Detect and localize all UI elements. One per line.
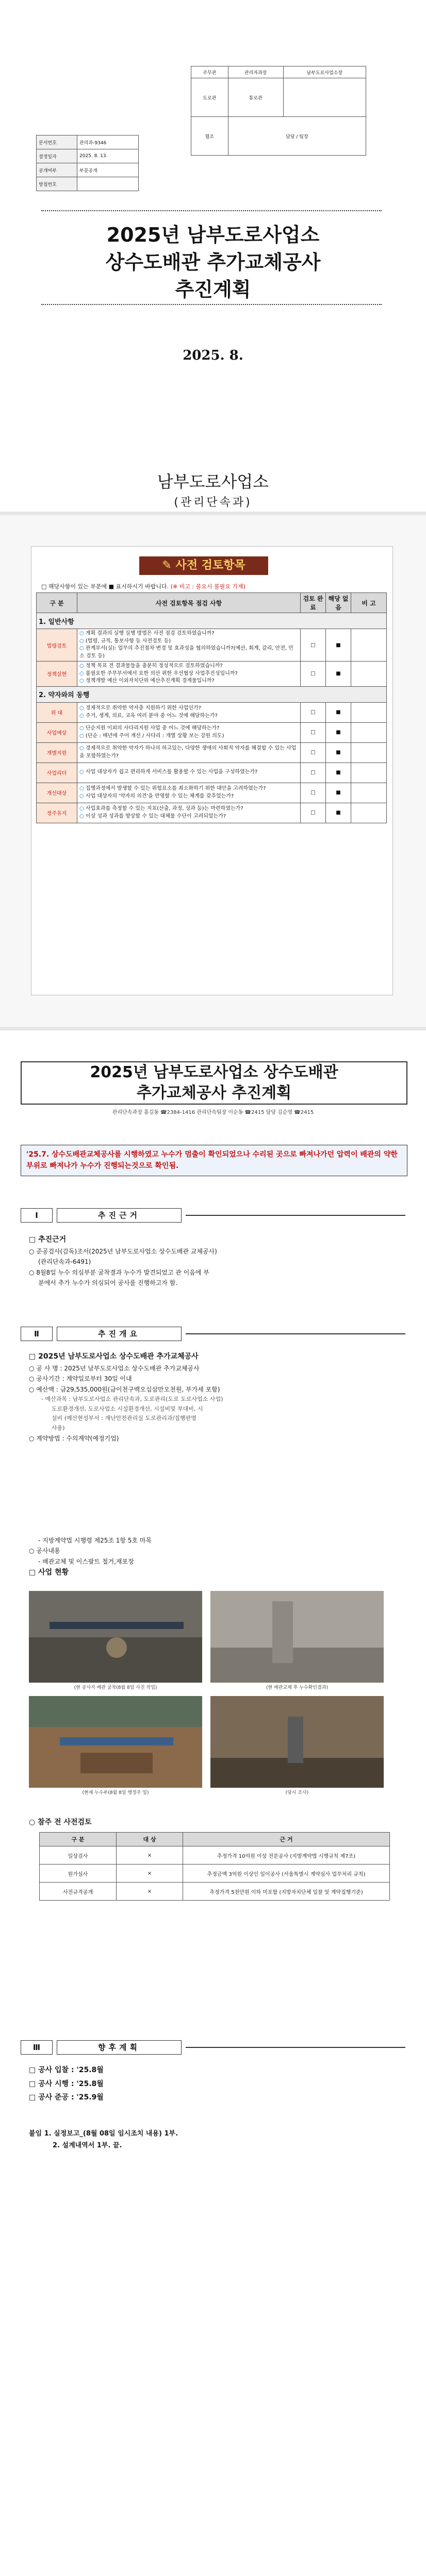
row-item: ○ 경제적으로 취약한 약자가 하나의 하고있는, 다양한 생애의 사회적 약자를 해결할 수 있는 사업을 포함하였는가?	[79, 745, 298, 760]
row-item: ○ 계획 결과의 실행 실행 방법은 사전 점검 검토하였습니까?	[79, 630, 298, 638]
table-cell: 원가심사	[40, 1865, 117, 1883]
doc-info-value: 관리과-9346	[77, 135, 139, 149]
doc-info-value: 부분공개	[77, 163, 139, 177]
photo-caption: (현 공사지 배관 굴착(8월 8일 사진 작업)	[74, 1685, 157, 1690]
cover-title-2: 상수도배관 추가교체공사	[105, 251, 321, 274]
checklist-title: 사전 검토항목	[175, 559, 245, 572]
approval-cell: 도로관	[191, 78, 228, 117]
row-item: ○ 사업 대상자의 '약자의 의견'을 반영할 수 있는 체계를 갖추었는가?	[79, 793, 298, 801]
standard-heading: ○ 참주 전 사전검토	[29, 1818, 92, 1826]
row-items	[77, 742, 301, 762]
row-items	[77, 762, 301, 783]
table-cell: ×	[117, 1865, 183, 1883]
row-items	[77, 783, 301, 803]
note-cell	[351, 662, 387, 687]
review-checkbox[interactable]: □	[301, 702, 326, 722]
review-checkbox[interactable]: □	[301, 722, 326, 742]
doc-info-value: 2025. 8. 13.	[77, 149, 139, 163]
overview-block	[29, 1351, 223, 1444]
review-checkbox[interactable]: □	[301, 783, 326, 803]
photo-3	[29, 1696, 202, 1788]
table-cell: ×	[117, 1883, 183, 1901]
row-category: 위 대	[37, 702, 77, 722]
overview-line: - 지방계약법 시행령 제25조 1항 5호 마목	[38, 1537, 152, 1544]
table-cell: 사전규격공개	[40, 1883, 117, 1901]
doc-info-value	[77, 177, 139, 191]
table-row	[40, 1865, 390, 1883]
row-items	[77, 722, 301, 742]
cover-date: 2025. 8.	[183, 348, 243, 363]
row-item: ○ (단순 : 매년에 주어 개선 / 사다리 : 개별 상황 보는 강원 의도)	[79, 733, 298, 740]
basis-line: 분에서 추가 누수가 의심되어 공사를 진행하고자 함.	[38, 1279, 178, 1286]
row-items	[77, 803, 301, 823]
note-cell	[351, 783, 387, 803]
schedule-list	[29, 2063, 104, 2105]
table-row	[40, 1846, 390, 1865]
overview-note: - 예산과목 : 남부도로사업소 관리단속과, 도로관리(도로 도로사업소 사업)	[41, 1395, 223, 1402]
row-item: ○ 사업 대상자가 쉽고 편리하게 서비스를 활용할 수 있는 사업을 구성하였는가?	[79, 769, 298, 776]
doc-info-key: 결정일자	[37, 149, 77, 163]
section-title: 2. 약자와의 동행	[37, 686, 387, 702]
basis-line: (관리단속과-6491)	[38, 1258, 91, 1266]
row-category: 개선대상	[37, 783, 77, 803]
section-rule	[186, 1215, 405, 1216]
table-cell: 추정가격 5천만원 이하 미포함 (지방자치단체 입찰 및 계약집행기준)	[183, 1883, 390, 1901]
col-header: 구 분	[37, 593, 77, 613]
photo-heading: □ 사업 현황	[29, 1568, 69, 1577]
plan-banner	[21, 1061, 407, 1105]
basis-heading: □ 추진근거	[29, 1235, 67, 1244]
appendix-line: 붙임 1. 실정보고_(8월 08일 임시조치 내용) 1부.	[29, 2130, 178, 2138]
approval-label: 팀장	[299, 134, 308, 140]
row-category: 법령검토	[37, 629, 77, 662]
cover-page	[0, 0, 426, 515]
row-item: ○ 정책개발 예산 이외자치단위 예산추진계획 경계물입니까?	[79, 677, 298, 685]
note-cell	[351, 722, 387, 742]
table-row	[40, 1883, 390, 1901]
review-checkbox[interactable]: □	[301, 629, 326, 662]
basis-line: ○ 8월8일 누수 의심부분 굴착결과 누수가 발견되었고 관 이음에 부	[29, 1268, 209, 1276]
cover-org: 남부도로사업소	[157, 472, 269, 492]
col-header: 대 상	[117, 1833, 183, 1846]
approval-cell: 남부도로사업소장	[283, 66, 366, 78]
photo-card	[210, 1591, 384, 1691]
table-cell: 일상검사	[40, 1846, 117, 1865]
note-cell	[351, 742, 387, 762]
na-checkbox[interactable]: ■	[326, 722, 351, 742]
cover-title-1: 2025년 남부도로사업소	[106, 224, 320, 246]
photo-card	[29, 1696, 202, 1796]
row-item: ○ 이상 성과 성과를 향상할 수 있는 대체물 수단이 고려되었는가?	[79, 813, 298, 821]
row-item: ○ 주거, 생계, 의료, 교육 여러 분야 중 어느 것에 해당하는가?	[79, 713, 298, 720]
photo-caption: (당시 조사)	[285, 1790, 309, 1795]
plan-page	[0, 1030, 426, 2576]
note-cell	[351, 629, 387, 662]
na-checkbox[interactable]: ■	[326, 662, 351, 687]
row-items	[77, 629, 301, 662]
row-item: ○ 사업효과를 측정할 수 있는 지표(산출, 과정, 성과 등)는 마련하였는가?	[79, 805, 298, 813]
section-number: Ⅰ	[21, 1208, 53, 1223]
checklist-legend	[41, 582, 245, 590]
row-items	[77, 702, 301, 722]
review-checkbox[interactable]: □	[301, 742, 326, 762]
cover-dept: (관리단속과)	[174, 496, 252, 509]
col-header: 비 고	[351, 593, 387, 613]
basis-block	[29, 1234, 217, 1288]
col-header: 사전 검토항목 점검 사항	[77, 593, 301, 613]
review-checkbox[interactable]: □	[301, 662, 326, 687]
banner-line-2: 추가교체공사 추진계획	[136, 1084, 292, 1102]
review-checkbox[interactable]: □	[301, 803, 326, 823]
overview-line: ○ 계약방법 : 수의계약(예정기업)	[29, 1434, 119, 1442]
overview-line: ○ 공사기간 : 계약일로부터 30일 이내	[29, 1375, 132, 1383]
row-item: ○ 정책 목표 전 결과물들을 충분히 정성적으로 검토하였습니까?	[79, 663, 298, 670]
section-title: 추진근거	[57, 1208, 182, 1223]
section-title: 향후계획	[57, 2040, 182, 2055]
law-block	[29, 1535, 152, 1579]
na-checkbox[interactable]: ■	[326, 783, 351, 803]
photo-card	[29, 1591, 202, 1691]
schedule-item: □ 공사 입찰 : '25.8월	[29, 2063, 104, 2077]
cover-title-3: 추진계획	[175, 278, 251, 301]
col-header: 근 거	[183, 1833, 390, 1846]
overview-line: ○ 예산액 : 금29,535,000원(금이천구백오십삼만오천원, 부가세 포함)	[29, 1385, 220, 1393]
doc-info-key: 문서번호	[37, 135, 77, 149]
row-item: ○ 관계부서(실): 업무의 추진절차 변경 및 효과성을 협의하였습니까?(예산, 회계, 감리, 안전, 민소 검토 등)	[79, 645, 298, 660]
legend-text: □ 해당사항이 있는 부분에 ■ 표시하시기 바랍니다.	[41, 583, 169, 590]
approval-cell: 관리자과장	[228, 66, 283, 78]
contact-line: 관리단속과장 홍길동 ☎2384-1416 관리단속팀장 이순동 ☎2415 담당 김순영 ☎2415	[112, 1110, 314, 1115]
legend-note: (※ 비고 : 불요시 불필요 기재)	[170, 583, 245, 590]
dotted-rule	[41, 210, 382, 211]
note-cell	[351, 803, 387, 823]
section-rule	[186, 1333, 405, 1334]
row-item: ○ 불필요한 주무부서에서 요한 의산 위한 우선협상 사업추진성입니까?	[79, 670, 298, 678]
section-number: Ⅱ	[21, 1327, 53, 1341]
approval-cell	[283, 78, 366, 117]
row-item: ○ (법령, 규칙, 통보사항 등 사전검토 등)	[79, 638, 298, 646]
note-cell	[351, 702, 387, 722]
doc-info-key: 방침번호	[37, 177, 77, 191]
na-checkbox[interactable]: ■	[326, 742, 351, 762]
na-checkbox[interactable]: ■	[326, 762, 351, 783]
checklist-header	[139, 556, 268, 575]
schedule-item: □ 공사 준공 : '25.9월	[29, 2091, 104, 2105]
standard-heading-block	[29, 1817, 92, 1829]
photo-2	[210, 1591, 384, 1683]
na-checkbox[interactable]: ■	[326, 629, 351, 662]
photo-caption: (현 배관교체 후 누수확인결과)	[266, 1685, 328, 1690]
row-category: 개별지원	[37, 742, 77, 762]
row-category: 정주유지	[37, 803, 77, 823]
review-checkbox[interactable]: □	[301, 762, 326, 783]
na-checkbox[interactable]: ■	[326, 702, 351, 722]
section-title: 추진개요	[57, 1327, 182, 1341]
note-cell	[351, 762, 387, 783]
doc-info-key: 공개여부	[37, 163, 77, 177]
col-header: 해당 없음	[326, 593, 351, 613]
overview-note: 도로환경개선, 도로사업소 시설환경개선, 시설비및 부대비, 시	[52, 1405, 203, 1412]
approval-table	[191, 66, 366, 156]
photo-card	[210, 1696, 384, 1796]
banner-line-1: 2025년 남부도로사업소 상수도배관	[90, 1063, 338, 1081]
overview-line: - 배관교체 및 이스팔트 철거,재포장	[38, 1557, 134, 1565]
basis-line: ○ 준공검사(감독)조서(2025년 남부도로사업소 상수도배관 교체공사)	[29, 1247, 217, 1255]
row-category: 사업리더	[37, 762, 77, 783]
row-category: 사업예상	[37, 722, 77, 742]
checklist-table	[36, 592, 387, 823]
row-items	[77, 662, 301, 687]
dotted-rule	[41, 304, 382, 305]
approval-cell: 주무관	[191, 66, 228, 78]
overview-line: ○ 공사내용	[29, 1547, 60, 1555]
section-number: Ⅲ	[21, 2040, 53, 2055]
checklist-page	[0, 515, 426, 1030]
standard-table	[39, 1832, 390, 1901]
row-item: ○ 경제적으로 취약한 약자층 지원하기 위한 사업인가?	[79, 705, 298, 713]
approval-label: 담당	[286, 134, 295, 140]
overview-heading: □ 2025년 남부도로사업소 상수도배관 추가교체공사	[29, 1352, 199, 1361]
approval-cell: 담당 / 팀장	[228, 117, 366, 156]
photo-4	[210, 1696, 384, 1788]
doc-info-table	[36, 135, 139, 191]
photo-1	[29, 1591, 202, 1683]
table-cell: 추정가격 10억원 이상 전문공사 (지방계약법 시행규칙 제7조)	[183, 1846, 390, 1865]
overview-note: 사용)	[52, 1425, 65, 1432]
section-header-1	[21, 1208, 405, 1223]
table-cell: 추정금액 3억원 이상인 일이공사 (서울특별시 계약심사 업무처리 규칙)	[183, 1865, 390, 1883]
section-title: 1. 일반사항	[37, 613, 387, 629]
overview-line: ○ 공 사 명 : 2025년 남부도로사업소 상수도배관 추가교체공사	[29, 1364, 200, 1372]
approval-cell: 협조	[191, 117, 228, 156]
row-category: 정책실현	[37, 662, 77, 687]
pencil-icon: ✎	[162, 559, 172, 572]
overview-note: 설비 (예산현성부서 : 재난안전관리실 도로관리과/집행판명	[52, 1415, 196, 1422]
row-item: ○ 단순지원 이외의 사다리지원 사업 중 어느 것에 해당하는가?	[79, 725, 298, 733]
col-header: 구 분	[40, 1833, 117, 1846]
schedule-item: □ 공사 시행 : '25.8월	[29, 2077, 104, 2091]
section-header-3	[21, 2040, 405, 2055]
row-item: ○ 집행과정에서 발생할 수 있는 위험요소를 최소화하기 위한 대안을 고려하였는가?	[79, 785, 298, 793]
section-header-2	[21, 1327, 405, 1341]
section-rule	[186, 2047, 405, 2048]
summary-box: '25.7. 상수도배관교체공사를 시행하였고 누수가 멈출이 확인되었으나 수리된 곳으로 빠져나가던 압력이 배관의 약한부위로 빠져나가 누수가 진행되는것으로 확인됨.	[21, 1145, 407, 1176]
photo-caption: (현재 누수부(8월 8일 행정주 일)	[82, 1790, 149, 1795]
na-checkbox[interactable]: ■	[326, 803, 351, 823]
appendix-block	[29, 2128, 178, 2152]
table-cell: ×	[117, 1846, 183, 1865]
approval-cell: 통로관	[228, 78, 283, 117]
col-header: 검토 완료	[301, 593, 326, 613]
appendix-line: 2. 설계내역서 1부. 끝.	[53, 2142, 122, 2150]
